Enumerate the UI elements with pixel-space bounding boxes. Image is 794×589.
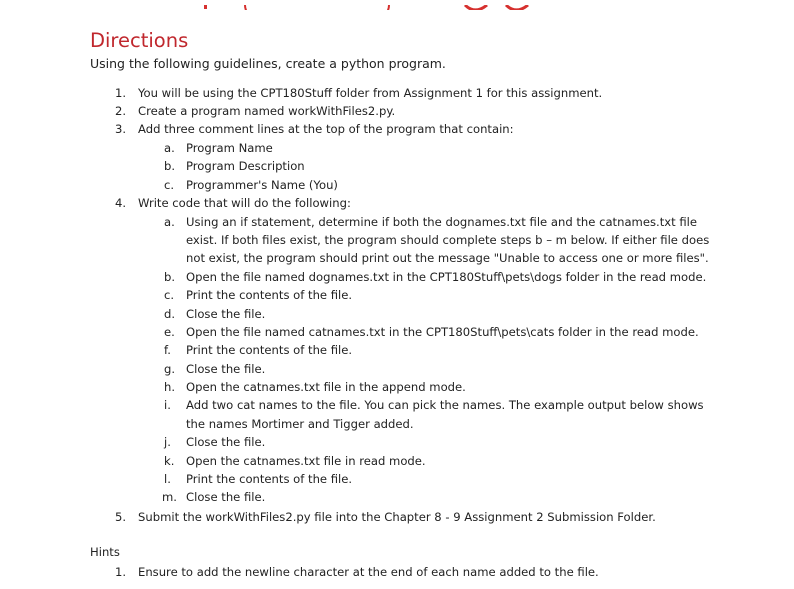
substep-letter: i. xyxy=(164,398,171,412)
substep-text: Open the file named catnames.txt in the CPT180Stuff\pets\cats folder in the read mode. xyxy=(186,325,699,339)
substep-letter: d. xyxy=(164,307,176,321)
substep-letter: b. xyxy=(164,159,176,173)
substep-text: Close the file. xyxy=(186,435,266,449)
step-text: Create a program named workWithFiles2.py. xyxy=(138,104,396,118)
hint-text: Ensure to add the newline character at the end of each name added to the file. xyxy=(138,565,599,579)
step-text: You will be using the CPT180Stuff folder from Assignment 1 for this assignment. xyxy=(138,86,603,100)
substep-text-line: exist. If both files exist, the program should complete steps b – m below. If either file does xyxy=(186,233,710,247)
substep-text-line: Add two cat names to the file. You can pick the names. The example output below shows xyxy=(186,398,704,412)
substep-text: Open the file named dognames.txt in the CPT180Stuff\pets\dogs folder in the read mode. xyxy=(186,270,707,284)
substep-letter: k. xyxy=(164,454,175,468)
substep-text: Print the contents of the file. xyxy=(186,343,353,357)
substep-text: Print the contents of the file. xyxy=(186,472,353,486)
substep-letter: j. xyxy=(164,435,171,449)
step-text: Submit the workWithFiles2.py file into the Chapter 8 - 9 Assignment 2 Submission Folder. xyxy=(138,510,656,524)
substep-letter: m. xyxy=(162,490,177,504)
substep-letter: f. xyxy=(164,343,171,357)
substep-text-line: Using an if statement, determine if both the dognames.txt file and the catnames.txt file xyxy=(186,215,698,229)
hints-label: Hints xyxy=(90,545,120,559)
step-number: 1. xyxy=(114,86,126,100)
substep-letter: c. xyxy=(164,178,175,192)
substep-text: Print the contents of the file. xyxy=(186,288,353,302)
step-text: Add three comment lines at the top of the program that contain: xyxy=(138,122,514,136)
substep-text: Program Name xyxy=(186,141,273,155)
directions-heading: Directions xyxy=(90,29,189,52)
hint-number: 1. xyxy=(114,565,126,579)
substep-letter: a. xyxy=(164,141,175,155)
substep-text: Close the file. xyxy=(186,362,266,376)
substep-text: Open the catnames.txt file in the append mode. xyxy=(186,380,466,394)
step-number: 3. xyxy=(114,122,126,136)
substep-text: Programmer's Name (You) xyxy=(186,178,338,192)
step-text: Write code that will do the following: xyxy=(138,196,351,210)
substep-letter: c. xyxy=(164,288,175,302)
substep-letter: a. xyxy=(164,215,175,229)
substep-text-line: not exist, the program should print out the message "Unable to access one or more files". xyxy=(186,251,709,265)
substep-letter: h. xyxy=(164,380,176,394)
intro-text: Using the following guidelines, create a python program. xyxy=(90,56,446,71)
step-number: 2. xyxy=(114,104,126,118)
step-number: 4. xyxy=(114,196,126,210)
substep-text: Program Description xyxy=(186,159,305,173)
substep-text: Close the file. xyxy=(186,307,266,321)
cropped-title-remnant xyxy=(0,0,794,10)
substep-text-line: the names Mortimer and Tigger added. xyxy=(186,417,414,431)
substep-text: Open the catnames.txt file in read mode. xyxy=(186,454,426,468)
substep-letter: b. xyxy=(164,270,176,284)
substep-letter: g. xyxy=(164,362,176,376)
title-glyph-fragments xyxy=(0,5,794,10)
substep-text: Close the file. xyxy=(186,490,266,504)
step-number: 5. xyxy=(114,510,126,524)
substep-letter: l. xyxy=(164,472,171,486)
substep-letter: e. xyxy=(164,325,175,339)
